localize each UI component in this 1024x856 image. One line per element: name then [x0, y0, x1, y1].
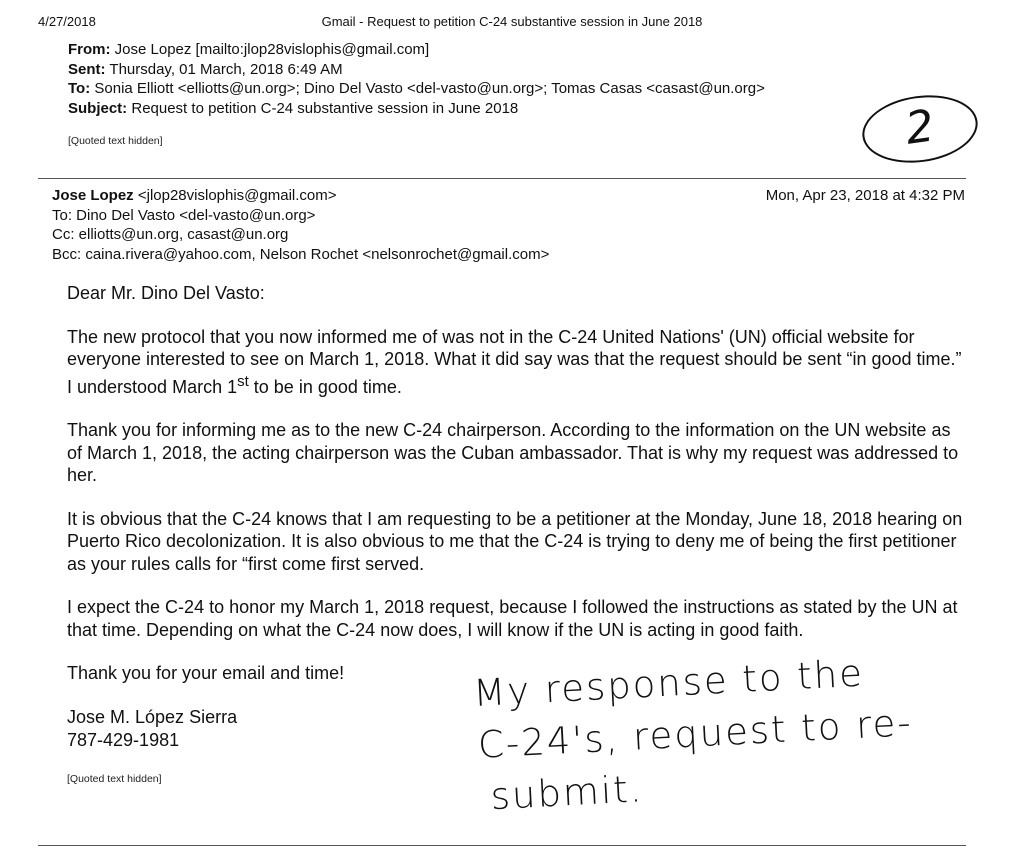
paragraph-1-superscript: st	[237, 372, 249, 390]
forwarded-header	[68, 40, 765, 152]
message-to: To: Dino Del Vasto <del-vasto@un.org>	[52, 206, 316, 224]
signature-name: Jose M. López Sierra	[67, 706, 238, 727]
fwd-from: Jose Lopez [mailto:jlop28vislophis@gmail.com]	[114, 41, 430, 58]
salutation: Dear Mr. Dino Del Vasto:	[67, 283, 265, 303]
fwd-from-line	[68, 40, 765, 60]
fwd-to-line	[68, 79, 765, 99]
fwd-to-label: To:	[68, 80, 91, 97]
fwd-sent-label: Sent:	[68, 60, 106, 78]
sender-name: Jose Lopez	[52, 187, 134, 204]
message-date: Mon, Apr 23, 2018 at 4:32 PM	[765, 187, 965, 204]
fwd-subject-line	[68, 99, 765, 119]
print-date: 4/27/2018	[38, 14, 96, 29]
divider-bottom	[38, 845, 966, 846]
message-cc: Cc: elliotts@un.org, casast@un.org	[52, 226, 289, 243]
paragraph-2: Thank you for informing me as to the new C-24 chairperson. According to the information on the UN website as of March 1, 2018, the acting chairperson was the Cuban ambassador. That is why my request was addressed to her.	[67, 420, 959, 485]
handwritten-line-1: My response to the	[472, 651, 865, 715]
paragraph-1	[67, 326, 967, 399]
paragraph-1-text-a: The new protocol that you now informed me of was not in the C-24 United Nations' (UN) official website for everyone interested to see on March 1, 2018. What it did say was that the request should be sent “in good time.” I understood March 1	[67, 326, 962, 397]
closing: Thank you for your email and time!	[67, 663, 345, 683]
paragraph-1-text-b: to be in good time.	[248, 376, 402, 397]
handwritten-line-2: C-24's, request to re-	[476, 701, 914, 767]
fwd-sent-line	[68, 60, 765, 80]
message-bcc: Bcc: caina.rivera@yahoo.com, Nelson Rochet <nelsonrochet@gmail.com>	[52, 245, 550, 263]
handwritten-note	[472, 645, 917, 824]
print-title: Gmail - Request to petition C-24 substantive session in June 2018	[321, 14, 703, 29]
fwd-subject: Request to petition C-24 substantive session in June 2018	[131, 99, 519, 117]
fwd-quoted-text-hidden[interactable]: [Quoted text hidden]	[68, 135, 163, 147]
circled-number-text: 2	[902, 100, 938, 155]
fwd-sent: Thursday, 01 March, 2018 6:49 AM	[109, 60, 343, 78]
sender-email: <jlop28vislophis@gmail.com>	[137, 187, 337, 204]
paragraph-3: It is obvious that the C-24 knows that I am requesting to be a petitioner at the Monday, June 18, 2018 hearing on Puerto Rico decolonization. It is also obvious to me that the C-24 is trying to deny me of being the first petitioner as your rules calls for “first come first served.	[67, 508, 963, 574]
paragraph-4: I expect the C-24 to honor my March 1, 2018 request, because I followed the instructions as stated by the UN at that time. Depending on what the C-24 now does, I will know if the UN is acting in good faith.	[67, 597, 958, 640]
fwd-subject-label: Subject:	[68, 99, 128, 117]
message-header	[52, 186, 965, 264]
signature-phone: 787-429-1981	[67, 729, 180, 750]
fwd-to: Sonia Elliott <elliotts@un.org>; Dino Del Vasto <del-vasto@un.org>; Tomas Casas <casast@un.org>	[94, 80, 765, 97]
body-quoted-text-hidden[interactable]: [Quoted text hidden]	[67, 772, 162, 785]
handwritten-line-3: submit.	[489, 767, 645, 819]
circled-page-number	[858, 88, 982, 170]
fwd-from-label: From:	[68, 41, 111, 58]
divider-top	[38, 178, 966, 179]
